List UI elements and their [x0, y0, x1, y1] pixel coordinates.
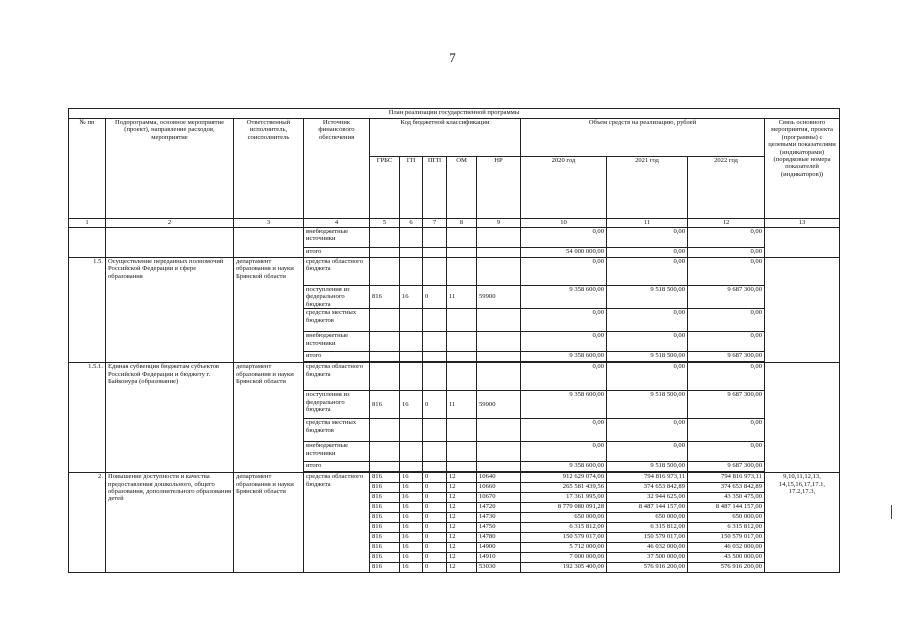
amount-2020: 6 315 812,00 [521, 523, 607, 533]
total-2020: 9 358 600,00 [521, 352, 607, 362]
code-om: 12 [447, 553, 477, 563]
source-label: средства местных бюджетов [304, 309, 370, 332]
amount-2020: 8 779 080 091,28 [521, 503, 607, 513]
code-pgp: 0 [423, 503, 447, 513]
table-row [69, 473, 840, 483]
amount-2020: 0,00 [521, 258, 607, 286]
code-grbs: 816 [370, 533, 400, 543]
amount-2021: 46 032 000,00 [607, 543, 688, 553]
source-label: внебюджетные источники [304, 442, 370, 462]
col-number: 6 [400, 219, 423, 228]
source-label: итого [304, 248, 370, 258]
code-nr: 14900 [477, 543, 521, 553]
code-pgp: 0 [423, 533, 447, 543]
amount-2022: 8 487 144 157,00 [688, 503, 765, 513]
code-nr: 10660 [477, 483, 521, 493]
amount-2022: 0,00 [688, 228, 765, 248]
amount-2021: 0,00 [607, 258, 688, 286]
executor: департамент образования и науки Брянской области [234, 473, 304, 573]
code-gp: 16 [400, 503, 423, 513]
code-om: 12 [447, 503, 477, 513]
measure-name: Единая субвенция бюджетам субъектов Российской Федерации и бюджету г. Байконура (образование) [106, 363, 234, 473]
code-pgp: 0 [423, 483, 447, 493]
amount-2020: 9 358 600,00 [521, 286, 607, 309]
amount-2021: 0,00 [607, 419, 688, 442]
code-grbs: 816 [370, 493, 400, 503]
header-source: Источник финансового обеспечения [304, 119, 370, 219]
code-gp: 16 [400, 513, 423, 523]
source-label: итого [304, 352, 370, 362]
code-gp: 16 [400, 523, 423, 533]
amount-2020: 9 358 600,00 [521, 391, 607, 419]
code-grbs: 816 [370, 286, 400, 309]
code-gp: 16 [400, 391, 423, 419]
code-pgp: 0 [423, 513, 447, 523]
code-gp: 16 [400, 533, 423, 543]
amount-2021: 0,00 [607, 309, 688, 332]
code-nr: 10640 [477, 473, 521, 483]
amount-2021: 8 487 144 157,00 [607, 503, 688, 513]
code-om: 12 [447, 523, 477, 533]
amount-2021: 650 000,00 [607, 513, 688, 523]
header-link: Связь основного мероприятия, проекта (программы) с целевыми показателями (индикаторами) (порядковые номера показателей (индикаторов)) [765, 119, 840, 219]
col-number: 2 [106, 219, 234, 228]
col-number: 13 [765, 219, 840, 228]
code-gp: 16 [400, 286, 423, 309]
code-grbs: 816 [370, 483, 400, 493]
code-nr: 10670 [477, 493, 521, 503]
col-number: 4 [304, 219, 370, 228]
table-title: План реализации государственной программы [69, 109, 840, 119]
amount-2022: 650 000,00 [688, 513, 765, 523]
code-om: 12 [447, 513, 477, 523]
code-grbs: 816 [370, 543, 400, 553]
amount-2021: 6 315 812,00 [607, 523, 688, 533]
amount-2021: 37 500 000,00 [607, 553, 688, 563]
source-label: средства местных бюджетов [304, 419, 370, 442]
amount-2021: 9 518 500,00 [607, 286, 688, 309]
source-label: средства областного бюджета [304, 363, 370, 391]
amount-2020: 192 305 400,00 [521, 563, 607, 573]
amount-2022: 794 816 973,11 [688, 473, 765, 483]
amount-2020: 0,00 [521, 309, 607, 332]
code-gp: 16 [400, 483, 423, 493]
code-nr: 14750 [477, 523, 521, 533]
code-om: 12 [447, 473, 477, 483]
header-om: ОМ [447, 157, 477, 219]
code-pgp: 0 [423, 493, 447, 503]
amount-2020: 5 712 000,00 [521, 543, 607, 553]
code-nr: 59900 [477, 391, 521, 419]
amount-2020: 0,00 [521, 228, 607, 248]
amount-2020: 650 000,00 [521, 513, 607, 523]
program-plan-table [68, 108, 840, 573]
source-label: средства областного бюджета [304, 473, 370, 573]
amount-2021: 794 816 973,11 [607, 473, 688, 483]
total-2022: 9 687 300,00 [688, 462, 765, 472]
code-gp: 16 [400, 473, 423, 483]
amount-2022: 0,00 [688, 258, 765, 286]
code-nr: 14780 [477, 533, 521, 543]
code-grbs: 816 [370, 553, 400, 563]
col-number: 3 [234, 219, 304, 228]
code-pgp: 0 [423, 523, 447, 533]
code-pgp: 0 [423, 543, 447, 553]
header-budget-code: Код бюджетной классификации [370, 119, 521, 157]
amount-2021: 32 944 625,00 [607, 493, 688, 503]
amount-2020: 150 579 017,00 [521, 533, 607, 543]
amount-2022: 150 579 017,00 [688, 533, 765, 543]
total-2020: 54 000 000,00 [521, 248, 607, 258]
amount-2021: 9 518 500,00 [607, 391, 688, 419]
code-om: 11 [447, 391, 477, 419]
col-number: 10 [521, 219, 607, 228]
amount-2021: 0,00 [607, 442, 688, 462]
amount-2021: 150 579 017,00 [607, 533, 688, 543]
col-number: 8 [447, 219, 477, 228]
code-grbs: 816 [370, 473, 400, 483]
header-2022: 2022 год [688, 157, 765, 219]
amount-2021: 0,00 [607, 228, 688, 248]
total-2020: 9 358 600,00 [521, 462, 607, 472]
col-number: 1 [69, 219, 106, 228]
total-2021: 0,00 [607, 248, 688, 258]
amount-2022: 46 032 000,00 [688, 543, 765, 553]
header-gp: ГП [400, 157, 423, 219]
amount-2022: 0,00 [688, 309, 765, 332]
header-2020: 2020 год [521, 157, 607, 219]
code-grbs: 816 [370, 503, 400, 513]
col-number: 12 [688, 219, 765, 228]
code-nr: 14910 [477, 553, 521, 563]
col-number: 7 [423, 219, 447, 228]
total-2022: 0,00 [688, 248, 765, 258]
code-om: 12 [447, 543, 477, 553]
amount-2020: 0,00 [521, 332, 607, 352]
empty-cell [69, 228, 106, 258]
executor: департамент образования и науки Брянской области [234, 258, 304, 363]
header-grbs: ГРБС [370, 157, 400, 219]
source-label: средства областного бюджета [304, 258, 370, 286]
amount-2022: 576 916 200,00 [688, 563, 765, 573]
code-gp: 16 [400, 563, 423, 573]
total-2021: 9 518 500,00 [607, 352, 688, 362]
header-nr: НР [477, 157, 521, 219]
indicator-links: 9,10,11,12,13, 14,15,16,17,17.1, 17.2,17.3, [765, 473, 840, 573]
amount-2022: 0,00 [688, 332, 765, 352]
code-grbs: 816 [370, 563, 400, 573]
amount-2020: 7 000 000,00 [521, 553, 607, 563]
code-om: 12 [447, 563, 477, 573]
amount-2022: 0,00 [688, 419, 765, 442]
measure-name: Повышение доступности и качества предоставления дошкольного, общего образования, дополнительного образования детей [106, 473, 234, 573]
empty-cell [234, 228, 304, 258]
code-nr: 14720 [477, 503, 521, 513]
amount-2022: 43 350 475,00 [688, 493, 765, 503]
code-gp: 16 [400, 543, 423, 553]
source-label: итого [304, 462, 370, 472]
code-pgp: 0 [423, 553, 447, 563]
empty-cell [106, 228, 234, 258]
source-label: внебюджетные источники [304, 332, 370, 352]
scan-artifact-line [891, 505, 892, 519]
code-pgp: 0 [423, 473, 447, 483]
code-nr: 53030 [477, 563, 521, 573]
amount-2021: 374 653 842,89 [607, 483, 688, 493]
code-om: 12 [447, 483, 477, 493]
source-label: внебюджетные источники [304, 228, 370, 248]
code-grbs: 816 [370, 391, 400, 419]
code-om: 12 [447, 493, 477, 503]
source-label: поступления из федерального бюджета [304, 391, 370, 419]
header-program: Подпрограмма, основное мероприятие (проект), направление расходов, мероприятие [106, 119, 234, 219]
amount-2021: 0,00 [607, 363, 688, 391]
code-pgp: 0 [423, 286, 447, 309]
amount-2022: 9 687 300,00 [688, 391, 765, 419]
amount-2021: 576 916 200,00 [607, 563, 688, 573]
col-number: 9 [477, 219, 521, 228]
code-grbs: 816 [370, 513, 400, 523]
amount-2022: 9 687 300,00 [688, 286, 765, 309]
col-number: 11 [607, 219, 688, 228]
code-nr: 14730 [477, 513, 521, 523]
row-number: 2. [69, 473, 106, 573]
header-num: № пп [69, 119, 106, 219]
code-gp: 16 [400, 553, 423, 563]
amount-2022: 0,00 [688, 442, 765, 462]
amount-2020: 0,00 [521, 419, 607, 442]
source-label: поступления из федерального бюджета [304, 286, 370, 309]
header-executor: Ответственный исполнитель, соисполнитель [234, 119, 304, 219]
code-om: 11 [447, 286, 477, 309]
amount-2020: 265 581 439,56 [521, 483, 607, 493]
row-number: 1.5.1. [69, 363, 106, 473]
header-volume: Объем средств на реализацию, рублей [521, 119, 765, 157]
code-om: 12 [447, 533, 477, 543]
code-nr: 59900 [477, 286, 521, 309]
amount-2022: 374 653 842,89 [688, 483, 765, 493]
code-gp: 16 [400, 493, 423, 503]
total-2022: 9 687 300,00 [688, 352, 765, 362]
code-grbs: 816 [370, 523, 400, 533]
amount-2020: 0,00 [521, 363, 607, 391]
total-2021: 9 518 500,00 [607, 462, 688, 472]
amount-2022: 0,00 [688, 363, 765, 391]
amount-2020: 17 361 995,00 [521, 493, 607, 503]
header-pgp: ПГП [423, 157, 447, 219]
amount-2020: 912 629 074,00 [521, 473, 607, 483]
amount-2020: 0,00 [521, 442, 607, 462]
amount-2022: 6 315 812,00 [688, 523, 765, 533]
executor: департамент образования и науки Брянской области [234, 363, 304, 473]
code-pgp: 0 [423, 563, 447, 573]
row-number: 1.5. [69, 258, 106, 363]
header-2021: 2021 год [607, 157, 688, 219]
page-number: 7 [449, 50, 456, 65]
col-number: 5 [370, 219, 400, 228]
measure-name: Осуществление переданных полномочий Российской Федерации в сфере образования [106, 258, 234, 363]
amount-2021: 0,00 [607, 332, 688, 352]
amount-2022: 43 500 000,00 [688, 553, 765, 563]
code-pgp: 0 [423, 391, 447, 419]
